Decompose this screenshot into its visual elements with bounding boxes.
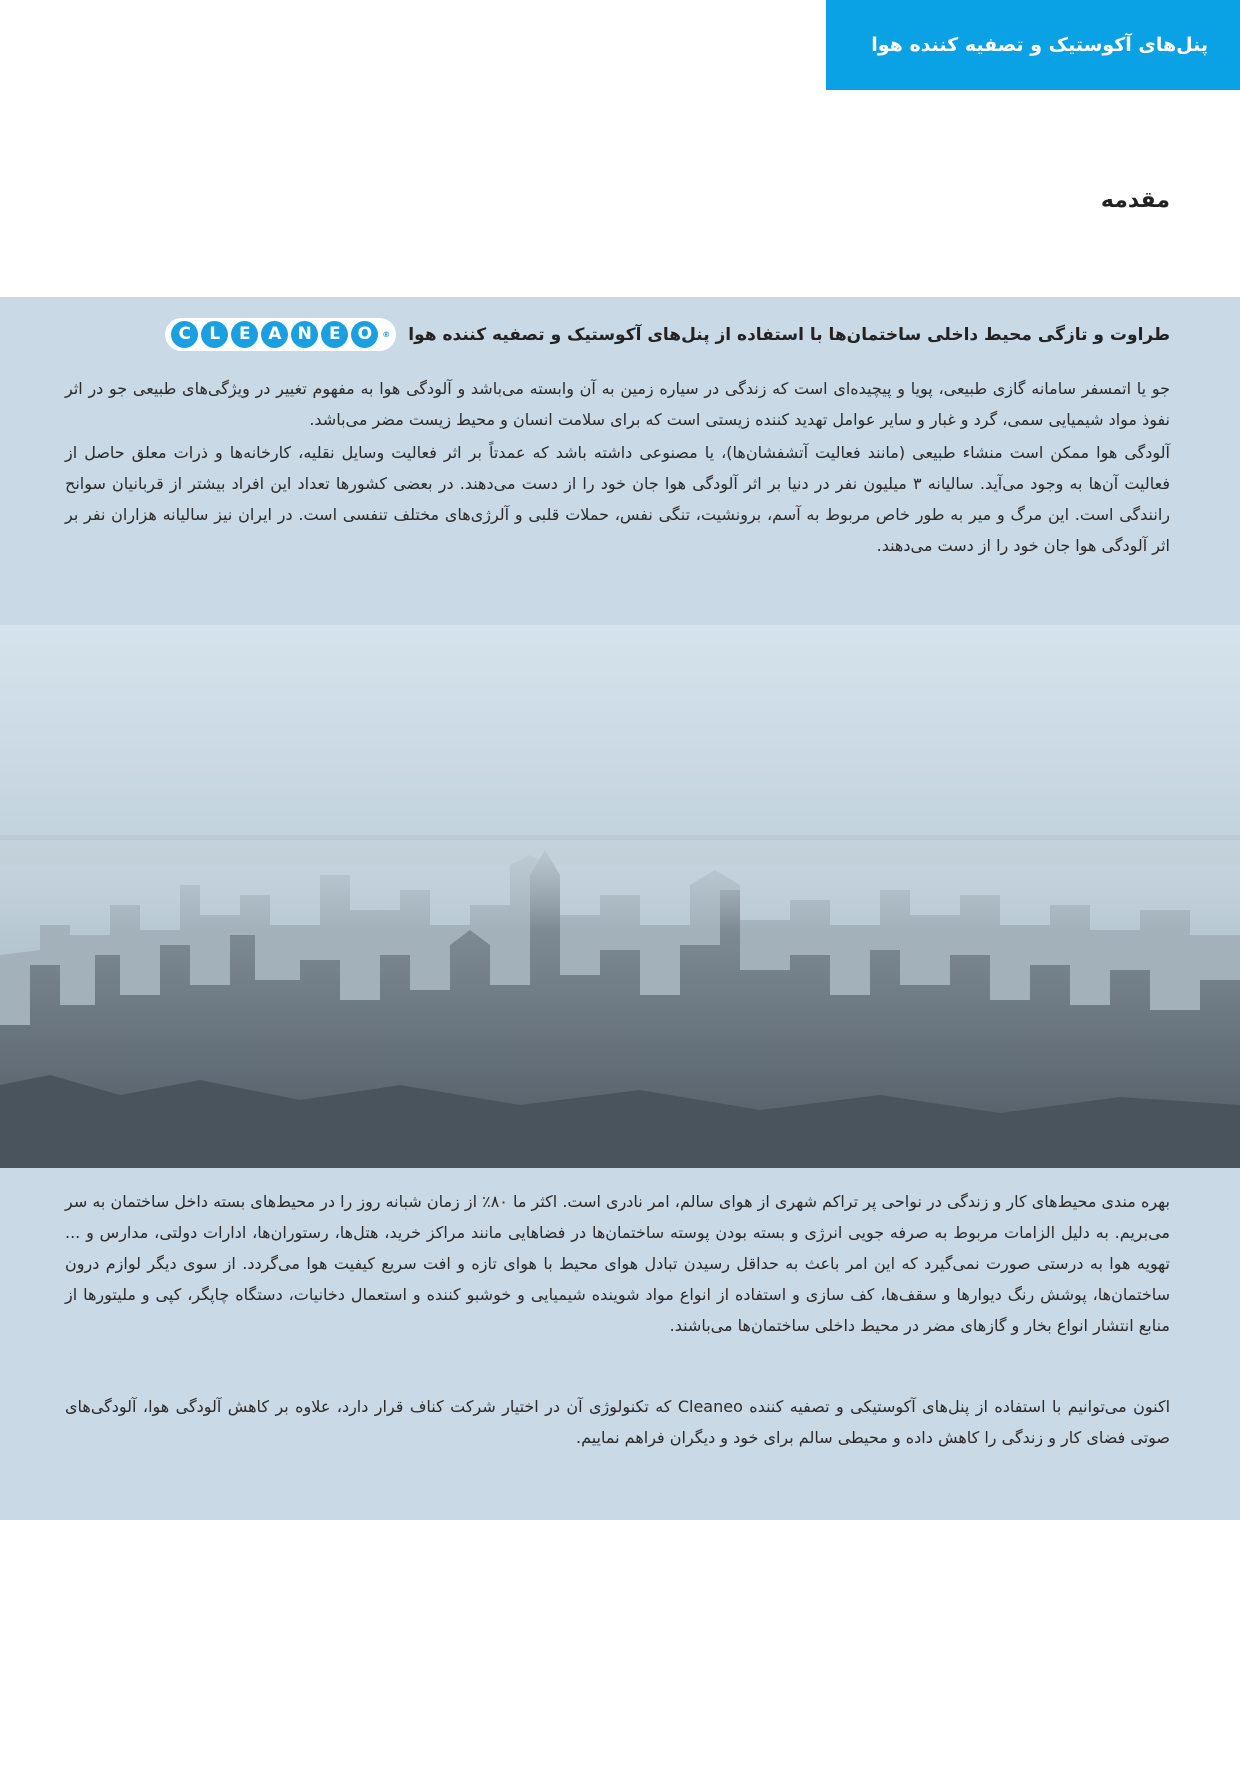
registered-mark: ® (382, 330, 391, 339)
logo-letter: E (231, 321, 258, 348)
paragraph-atmosphere: جو یا اتمسفر سامانه گازی طبیعی، پویا و پیچیده‌ای است که زندگی در سیاره زمین به آن وابسته می‌باشد و آلودگی هوا به مفهوم تغییر در ویژگی‌های طبیعی جو در اثر نفوذ مواد شیمیایی سمی، گرد و غبار و سایر عوامل تهدید کننده زیستی است که برای سلامت انسان و محیط زیست مضر می‌باشد. (65, 379, 1170, 429)
section-subtitle: طراوت و تازگی محیط داخلی ساختمان‌ها با استفاده از پنل‌های آکوستیک و تصفیه کننده هوا (408, 324, 1170, 345)
logo-letter: N (291, 321, 318, 348)
cleaneo-logo (165, 318, 396, 351)
paragraph-indoor-air: بهره مندی محیط‌های کار و زندگی در نواحی پر تراکم شهری از هوای سالم، امر نادری است. اکثر ما ۸۰٪ از زمان شبانه روز را در محیط‌های بسته داخل ساختمان به سر می‌بریم. به دلیل الزامات مربوط به صرفه جویی انرژی و بسته بودن پوسته ساختمان‌ها در فضاهایی مانند مراکز خرید، هتل‌ها، رستوران‌ها، ادارات دولتی، مدارس و ... تهویه هوا به درستی صورت نمی‌گیرد که این امر باعث به حداقل رسیدن تبادل هوای محیط با هوای تازه و افت سریع کیفیت هوا می‌گردد. از سوی دیگر لوازم درون ساختمان‌ها، پوشش رنگ دیوارها و سقف‌ها، کف سازی و استفاده از انواع مواد شوینده شیمیایی و خوشبو کننده و استعمال دخانیات، دستگاه چاپگر، کپی و ملیتورها از منابع انتشار انواع بخار و گازهای مضر در محیط داخلی ساختمان‌ها می‌باشند. (65, 1192, 1170, 1335)
paragraph-cleaneo: اکنون می‌توانیم با استفاده از پنل‌های آکوستیکی و تصفیه کننده Cleaneo که تکنولوژی آن در اختیار شرکت کناف قرار دارد، علاوه بر کاهش آلودگی هوا، آلودگی‌های صوتی فضای کار و زندگی را کاهش داده و محیطی سالم برای خود و دیگران فراهم نماییم. (65, 1397, 1171, 1447)
header-tab (826, 0, 1240, 90)
section-heading (60, 318, 1170, 351)
logo-letter: E (321, 321, 348, 348)
city-skyline-photo (0, 625, 1240, 1168)
logo-letter: C (171, 321, 198, 348)
logo-letter: A (261, 321, 288, 348)
header-tab-title: پنل‌های آکوستیک و تصفیه کننده هوا (871, 34, 1208, 56)
skyline-illustration (0, 625, 1240, 1168)
logo-letter: L (201, 321, 228, 348)
page-title: مقدمه (1100, 188, 1170, 213)
paragraph-pollution: آلودگی هوا ممکن است منشاء طبیعی (مانند فعالیت آتشفشان‌ها)، یا مصنوعی داشته باشد که عمدتاً بر اثر فعالیت وسایل نقلیه، کارخانه‌ها و ذرات معلق حاصل از فعالیت آن‌ها به وجود می‌آید. سالیانه ۳ میلیون نفر در دنیا بر اثر آلودگی هوا جان خود را از دست می‌دهند. در بعضی کشورها تعداد این افراد بیشتر از قربانیان سوانح رانندگی است. این مرگ و میر به طور خاص مربوط به آسم، برونشیت، تنگی نفس، حملات قلبی و آلرژی‌های مختلف تنفسی است. در ایران نیز سالیانه هزاران نفر بر اثر آلودگی هوا جان خود را از دست می‌دهند. (65, 443, 1170, 555)
logo-letter: O (351, 321, 378, 348)
